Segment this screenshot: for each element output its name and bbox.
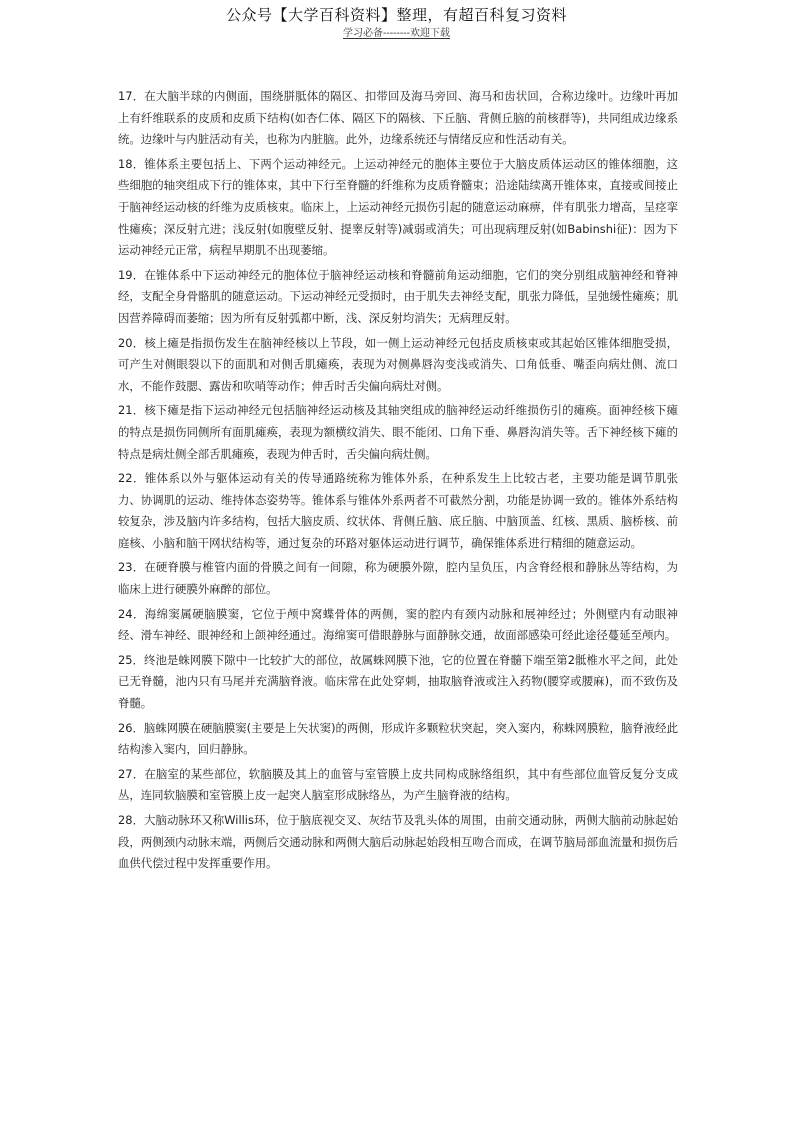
paragraph-21: 21．核下瘫是指下运动神经元包括脑神经运动核及其轴突组成的脑神经运动纤维损伤引的瘫痪。面神经核下瘫的特点是损伤同侧所有面肌瘫痪，表现为额横纹消失、眼不能闭、口角下垂、鼻唇沟消失等。舌下神经核下瘫的特点是病灶侧全部舌肌瘫痪，表现为伸舌时，舌尖偏向病灶侧。 [118,403,678,461]
paragraph-20: 20．核上瘫是指损伤发生在脑神经核以上节段，如一侧上运动神经元包括皮质核束或其起始区锥体细胞受损，可产生对侧眼裂以下的面肌和对侧舌肌瘫痪，表现为对侧鼻唇沟变浅或消失、口角低垂、嘴歪向病灶侧、流口水，不能作鼓腮、露齿和吹哨等动作；伸舌时舌尖偏向病灶对侧。 [118,335,678,393]
paragraph-25: 25．终池是蛛网膜下隙中一比较扩大的部位，故属蛛网膜下池，它的位置在脊髓下端至第2骶椎水平之间，此处已无脊髓，池内只有马尾并充满脑脊液。临床常在此处穿刺，抽取脑脊液或注入药物(腰穿或腰麻)，而不致伤及脊髓。 [118,652,678,711]
paragraph-19: 19．在锥体系中下运动神经元的胞体位于脑神经运动核和脊髓前角运动细胞，它们的突分别组成脑神经和脊神经，支配全身骨骼肌的随意运动。下运动神经元受损时，由于肌失去神经支配，肌张力降低，呈弛缓性瘫痪；肌因营养障碍而萎缩；因为所有反射弧都中断，浅、深反射均消失；无病理反射。 [118,267,678,325]
paragraph-27: 27．在脑室的某些部位，软脑膜及其上的血管与室管膜上皮共同构成脉络组织，其中有些部位血管反复分支成丛，连同软脑膜和室管膜上皮一起突人脑室形成脉络丛，为产生脑脊液的结构。 [118,766,678,803]
paragraph-18: 18．锥体系主要包括上、下两个运动神经元。上运动神经元的胞体主要位于大脑皮质体运动区的锥体细胞，这些细胞的轴突组成下行的锥体束，其中下行至脊髓的纤维称为皮质脊髓束；沿途陆续离开锥体束，直接或间接止于脑神经运动核的纤维为皮质核束。临床上，上运动神经元损伤引起的随意运动麻痹，伴有肌张力增高，呈痉挛性瘫痪；深反射亢进；浅反射(如腹壁反射、提睾反射等)减弱或消失；可出现病理反射(如Babinshi征)：因为下运动神经元正常，病程早期肌不出现萎缩。 [118,156,678,258]
page-header-title: 公众号【大学百科资料】整理，有超百科复习资料 [225,6,567,24]
paragraph-22: 22．锥体系以外与躯体运动有关的传导通路统称为锥体外系，在种系发生上比较古老，主要功能是调节肌张力、协调肌的运动、维持体态姿势等。锥体系与锥体外系两者不可截然分割，功能是协调一致的。锥体外系结构较复杂，涉及脑内许多结构，包括大脑皮质、纹状体、背侧丘脑、底丘脑、中脑顶盖、红核、黑质、脑桥核、前庭核、小脑和脑干网状结构等，通过复杂的环路对躯体运动进行调节，确保锥体系进行精细的随意运动。 [118,471,678,550]
paragraph-17: 17．在大脑半球的内侧面，围绕胼胝体的隔区、扣带回及海马旁回、海马和齿状回，合称边缘叶。边缘叶再加上有纤维联系的皮质和皮质下结构(如杏仁体、隔区下的隔核、下丘脑、背侧丘脑的前核群等)，共同组成边缘系统。边缘叶与内脏活动有关，也称为内脏脑。此外，边缘系统还与情绪反应和性活动有关。 [118,89,678,147]
header-subtitle-text: 学习必备--------欢迎下载 [342,28,451,39]
page-header-subtitle [0,24,793,39]
paragraph-26: 26．脑蛛网膜在硬脑膜窦(主要是上矢状窦)的两侧，形成许多颗粒状突起，突入窦内，称蛛网膜粒，脑脊液经此结构渗入窦内，回归静脉。 [118,720,678,757]
document-body [118,86,678,878]
paragraph-24: 24．海绵窦属硬脑膜窦，它位于颅中窝蝶骨体的两侧，窦的腔内有颈内动脉和展神经过；外侧壁内有动眼神经、滑车神经、眼神经和上颌神经通过。海绵窦可借眼静脉与面静脉交通，故面部感染可经此途径蔓延至颅内。 [118,606,678,643]
paragraph-23: 23．在硬脊膜与椎管内面的骨膜之间有一间隙，称为硬膜外隙，腔内呈负压，内含脊经根和静脉丛等结构，为临床上进行硬膜外麻醉的部位。 [118,560,678,597]
paragraph-28: 28．大脑动脉环又称Willis环，位于脑底视交叉、灰结节及乳头体的周围，由前交通动脉，两侧大脑前动脉起始段，两侧颈内动脉末端，两侧后交通动脉和两侧大脑后动脉起始段相互吻合而成，在调节脑局部血流量和损伤后血供代偿过程中发挥重要作用。 [118,813,678,871]
